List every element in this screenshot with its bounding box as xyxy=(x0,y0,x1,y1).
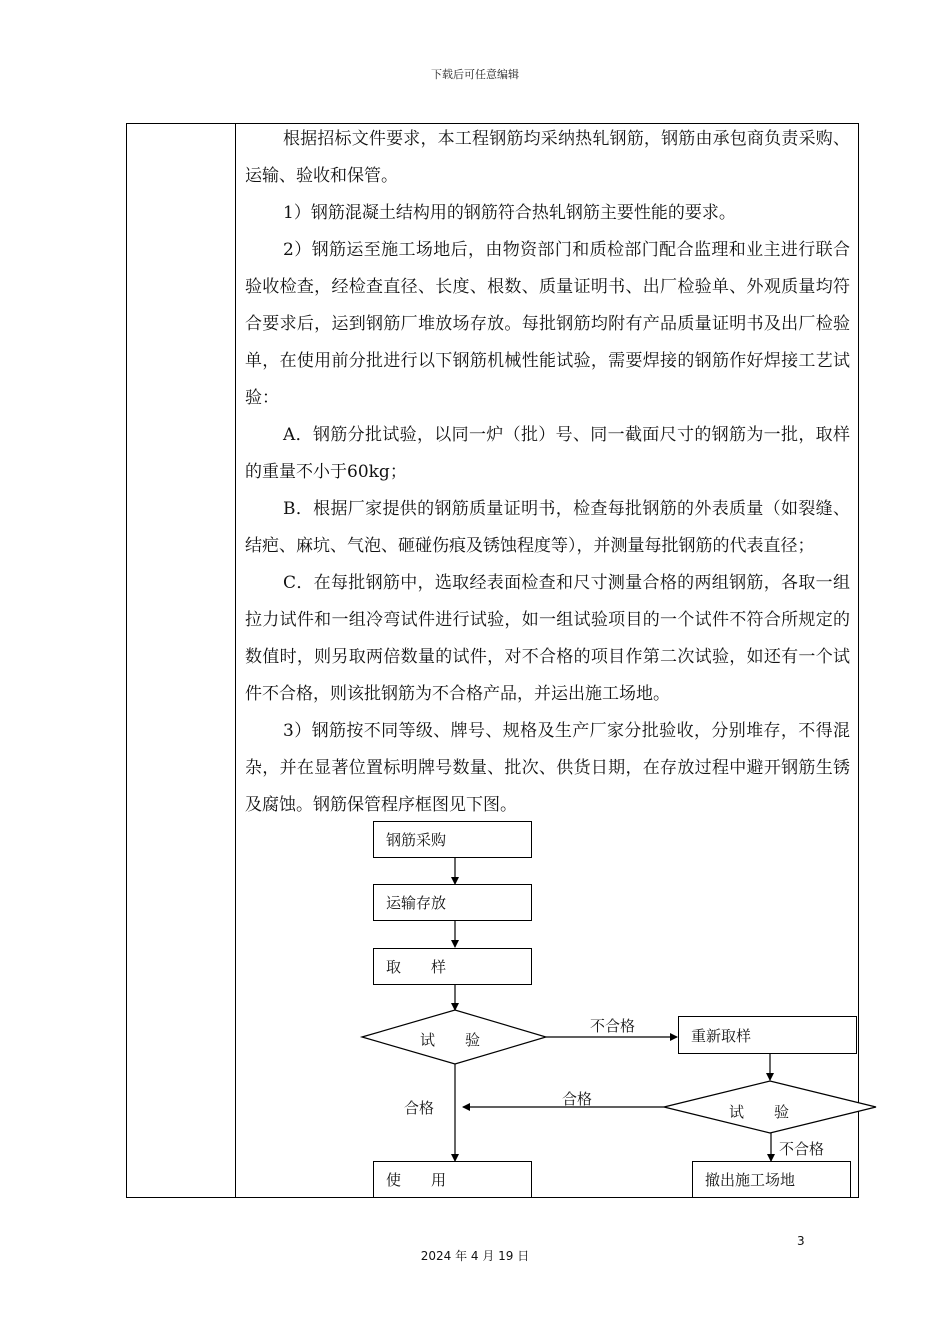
box-resample: 重新取样 xyxy=(678,1016,857,1054)
label-fail-1: 不合格 xyxy=(590,1017,636,1035)
label-pass-2: 合格 xyxy=(562,1090,593,1108)
label-fail-2: 不合格 xyxy=(779,1140,825,1158)
paragraph-2: 2）钢筋运至施工场地后，由物资部门和质检部门配合监理和业主进行联合验收检查，经检查直径、长度、根数、质量证明书、出厂检验单、外观质量均符合要求后，运到钢筋厂堆放场存放。每批钢筋均附有产品质量证明书及出厂检验单，在使用前分批进行以下钢筋机械性能试验，需要焊接的钢筋作好焊接工艺试验： xyxy=(245,240,850,408)
box-remove: 撤出施工场地 xyxy=(692,1161,851,1198)
paragraph-b: B．根据厂家提供的钢筋质量证明书，检查每批钢筋的外表质量（如裂缝、结疤、麻坑、气泡、砸碰伤痕及锈蚀程度等），并测量每批钢筋的代表直径； xyxy=(245,499,850,556)
paragraph-1: 1）钢筋混凝土结构用的钢筋符合热轧钢筋主要性能的要求。 xyxy=(283,203,736,223)
paragraph-3: 3）钢筋按不同等级、牌号、规格及生产厂家分批验收，分别堆存，不得混杂，并在显著位置标明牌号数量、批次、供货日期，在存放过程中避开钢筋生锈及腐蚀。钢筋保管程序框图见下图。 xyxy=(245,721,850,815)
page-header: 下载后可任意编辑 xyxy=(431,68,519,81)
test-diamond-label: 试 验 xyxy=(420,1031,481,1049)
label-pass-1: 合格 xyxy=(404,1099,435,1117)
box-transport: 运输存放 xyxy=(373,884,532,921)
page-number: 3 xyxy=(797,1234,805,1248)
box-sample: 取 样 xyxy=(373,948,532,985)
box-use: 使 用 xyxy=(373,1161,532,1198)
paragraph-c: C．在每批钢筋中，选取经表面检查和尺寸测量合格的两组钢筋，各取一组拉力试件和一组冷弯试件进行试验，如一组试验项目的一个试件不符合所规定的数值时，则另取两倍数量的试件，对不合格的项目作第二次试验，如还有一个试件不合格，则该批钢筋为不合格产品，并运出施工场地。 xyxy=(245,573,850,704)
footer-date: 2024 年 4 月 19 日 xyxy=(420,1249,530,1263)
paragraph-intro: 根据招标文件要求，本工程钢筋均采纳热轧钢筋，钢筋由承包商负责采购、运输、验收和保管。 xyxy=(245,129,850,186)
paragraph-a: A．钢筋分批试验，以同一炉（批）号、同一截面尺寸的钢筋为一批，取样的重量不小于60kg； xyxy=(245,425,850,482)
box-procure: 钢筋采购 xyxy=(373,821,532,858)
retest-diamond-label: 试 验 xyxy=(729,1103,790,1121)
